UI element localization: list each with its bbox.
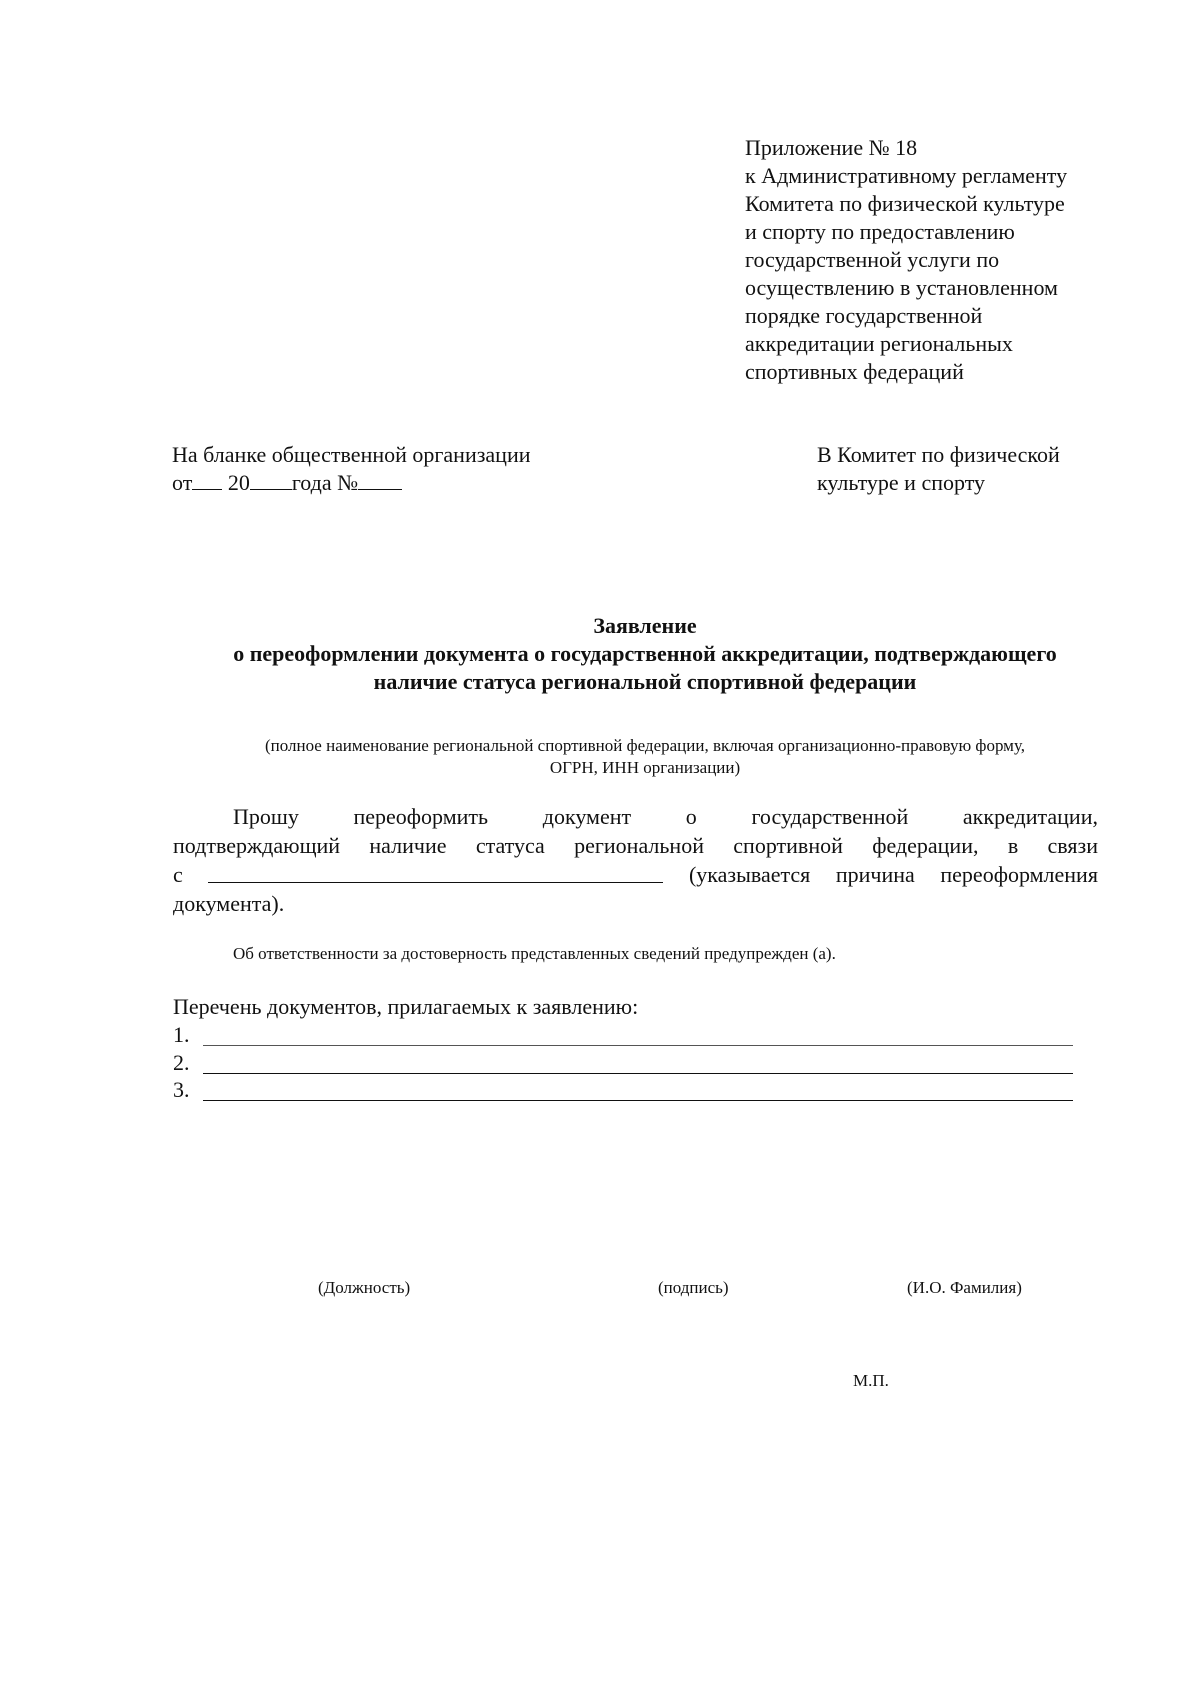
documents-heading: Перечень документов, прилагаемых к заявлению: — [173, 994, 639, 1019]
title-subtitle: о переоформлении документа о государственной аккредитации, подтверждающего — [233, 641, 1057, 666]
document-item — [173, 1049, 1073, 1077]
appendix-line: и спорту по предоставлению — [745, 219, 1015, 244]
document-item — [173, 1021, 1073, 1049]
word: спортивной — [733, 833, 843, 858]
organization-name-hint — [0, 735, 1200, 779]
word: (указывается — [688, 862, 811, 887]
paragraph-line — [173, 831, 1098, 860]
word: переоформления — [940, 862, 1098, 887]
item-number: 2. — [173, 1050, 190, 1075]
word: подтверждающий — [173, 833, 341, 858]
document-title — [0, 612, 1200, 696]
year-blank[interactable] — [250, 469, 292, 490]
appendix-line: Приложение № 18 — [745, 135, 918, 160]
letterhead-label: На бланке общественной организации — [172, 442, 531, 467]
word: наличие — [369, 833, 447, 858]
appendix-line: Комитета по физической культуре — [745, 191, 1065, 216]
word: связи — [1047, 833, 1098, 858]
request-paragraph — [173, 802, 1098, 918]
number-blank[interactable] — [358, 469, 402, 490]
word: причина — [835, 862, 915, 887]
letterhead-date-number — [172, 469, 531, 497]
name-caption: (И.О. Фамилия) — [907, 1278, 1022, 1297]
word: региональной — [574, 833, 704, 858]
appendix-line: осуществлению в установленном — [745, 275, 1058, 300]
word: статуса — [475, 833, 545, 858]
signature-caption: (подпись) — [658, 1278, 729, 1297]
addressee-line: культуре и спорту — [817, 470, 986, 495]
document-item — [173, 1076, 1073, 1104]
addressee-block — [817, 441, 1060, 497]
title-subtitle: наличие статуса региональной спортивной федерации — [373, 669, 917, 694]
stamp-place: М.П. — [853, 1371, 889, 1390]
letterhead-block — [172, 441, 531, 497]
appendix-line: государственной услуги по — [745, 247, 1000, 272]
reason-blank[interactable] — [208, 860, 663, 883]
item-number: 1. — [173, 1022, 190, 1047]
year-prefix: 20 — [227, 470, 250, 495]
day-blank[interactable] — [192, 469, 222, 490]
hint-line: (полное наименование региональной спортивной федерации, включая организационно-правовую форму, — [264, 736, 1025, 755]
appendix-line: порядке государственной — [745, 303, 983, 328]
word: переоформить — [353, 804, 489, 829]
word: документ — [542, 804, 632, 829]
title-heading: Заявление — [593, 613, 697, 638]
hint-line: ОГРН, ИНН организации) — [549, 758, 741, 777]
word: аккредитации, — [962, 804, 1098, 829]
year-suffix: года № — [291, 470, 359, 495]
word: с — [173, 862, 183, 887]
word: государственной — [751, 804, 909, 829]
responsibility-note: Об ответственности за достоверность представленных сведений предупрежден (а). — [233, 944, 836, 963]
paragraph-line — [173, 802, 1098, 831]
appendix-block — [745, 134, 1067, 386]
document-blank[interactable] — [203, 1100, 1073, 1101]
appendix-line: к Административному регламенту — [745, 163, 1068, 188]
from-label: от — [172, 470, 193, 495]
word: Прошу — [233, 804, 299, 829]
addressee-line: В Комитет по физической — [817, 442, 1060, 467]
appendix-line: спортивных федераций — [745, 359, 964, 384]
word: в — [1007, 833, 1019, 858]
word: о — [685, 804, 697, 829]
document-blank[interactable] — [203, 1045, 1073, 1046]
item-number: 3. — [173, 1077, 190, 1102]
paragraph-line: документа). — [173, 891, 285, 916]
appendix-line: аккредитации региональных — [745, 331, 1013, 356]
word: федерации, — [872, 833, 979, 858]
position-caption: (Должность) — [318, 1278, 411, 1297]
paragraph-line — [173, 860, 1098, 889]
document-blank[interactable] — [203, 1073, 1073, 1074]
